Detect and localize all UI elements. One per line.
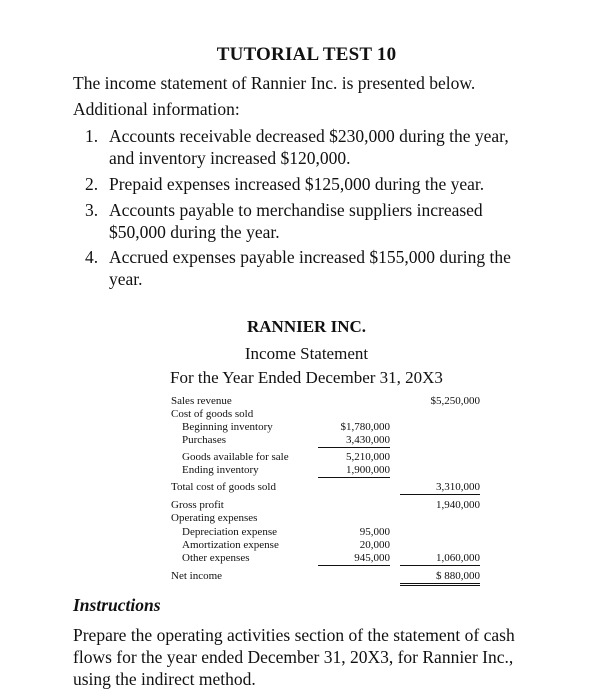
row-label: Other expenses: [182, 552, 250, 564]
list-item-text: year.: [109, 269, 143, 289]
additional-info-heading: Additional information:: [73, 99, 240, 119]
list-item-text: and inventory increased $120,000.: [109, 148, 351, 168]
intro-text: The income statement of Rannier Inc. is presented below.: [73, 73, 476, 93]
list-item-number: 2.: [85, 174, 99, 194]
list-item-text: Accrued expenses payable increased $155,000 during the: [109, 247, 511, 267]
row-amount: 20,000: [359, 539, 390, 551]
instructions-text: Prepare the operating activities section of the statement of cash: [73, 625, 515, 645]
list-item-number: 4.: [85, 247, 99, 267]
row-label: Purchases: [182, 434, 226, 446]
instructions-text: using the indirect method.: [73, 669, 256, 689]
row-label: Gross profit: [171, 499, 224, 511]
row-amount: 95,000: [359, 526, 390, 538]
row-label: Sales revenue: [171, 395, 232, 407]
page-title: TUTORIAL TEST 10: [216, 44, 397, 65]
list-item: [85, 246, 511, 268]
list-item-number: 3.: [85, 200, 99, 220]
list-item: [85, 199, 483, 221]
row-amount: 5,210,000: [346, 451, 390, 463]
row-label: Operating expenses: [171, 512, 258, 524]
row-label: Net income: [171, 570, 223, 582]
row-label: Amortization expense: [182, 539, 279, 551]
row-amount: 1,940,000: [436, 499, 480, 511]
list-item-text: Accounts payable to merchandise suppliers increased: [109, 200, 483, 220]
row-amount: 1,900,000: [318, 464, 390, 478]
company-name: RANNIER INC.: [246, 317, 366, 336]
list-item: [85, 125, 509, 147]
row-amount: $1,780,000: [340, 421, 390, 433]
row-total-amount: 1,060,000: [400, 552, 480, 566]
row-label: Ending inventory: [182, 464, 259, 476]
row-amount: $ 880,000: [400, 570, 480, 586]
row-label: Beginning inventory: [182, 421, 273, 433]
instructions-heading: Instructions: [73, 595, 161, 615]
row-amount: $5,250,000: [430, 395, 480, 407]
instructions-text: flows for the year ended December 31, 20X3, for Rannier Inc.,: [73, 647, 514, 667]
row-label: Cost of goods sold: [171, 408, 254, 420]
row-amount: 3,310,000: [400, 481, 480, 495]
row-amount: 3,430,000: [318, 434, 390, 448]
statement-title: Income Statement: [244, 344, 369, 363]
list-item-text: Prepaid expenses increased $125,000 during the year.: [109, 174, 485, 194]
list-item-text: $50,000 during the year.: [109, 222, 280, 242]
row-label: Goods available for sale: [182, 451, 289, 463]
row-label: Total cost of goods sold: [171, 481, 276, 493]
statement-period: For the Year Ended December 31, 20X3: [170, 368, 443, 387]
row-amount: 945,000: [318, 552, 390, 566]
row-label: Depreciation expense: [182, 526, 277, 538]
list-item-number: 1.: [85, 126, 99, 146]
list-item: [85, 173, 484, 195]
list-item-text: Accounts receivable decreased $230,000 during the year,: [109, 126, 509, 146]
